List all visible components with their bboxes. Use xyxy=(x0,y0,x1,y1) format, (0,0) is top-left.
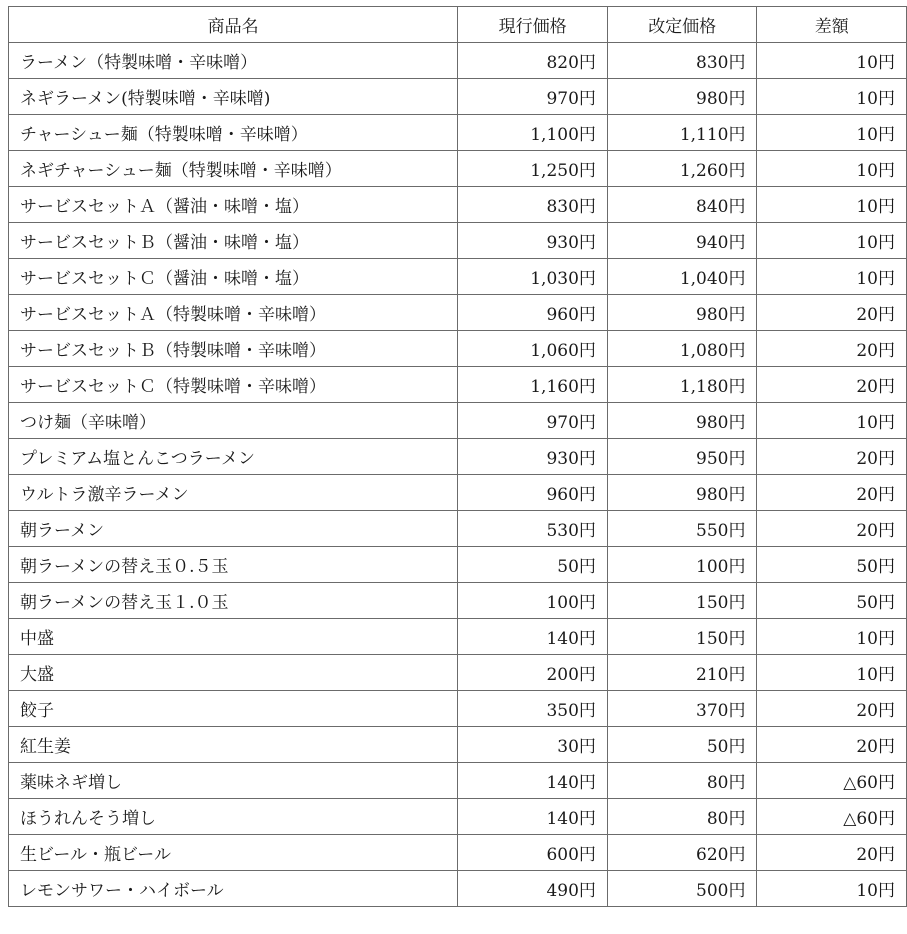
header-difference: 差額 xyxy=(757,7,907,43)
current-price-cell: 820円 xyxy=(458,43,608,79)
revised-price-cell: 50円 xyxy=(607,727,757,763)
revised-price-cell: 1,180円 xyxy=(607,367,757,403)
table-row xyxy=(9,619,907,655)
header-revised-price: 改定価格 xyxy=(607,7,757,43)
current-price-cell: 600円 xyxy=(458,835,608,871)
current-price-cell: 1,060円 xyxy=(458,331,608,367)
header-product-name: 商品名 xyxy=(9,7,458,43)
table-row xyxy=(9,439,907,475)
difference-cell: 50円 xyxy=(757,547,907,583)
revised-price-cell: 980円 xyxy=(607,79,757,115)
current-price-cell: 530円 xyxy=(458,511,608,547)
revised-price-cell: 150円 xyxy=(607,583,757,619)
product-name-cell: サービスセットＣ（特製味噌・辛味噌） xyxy=(9,367,458,403)
revised-price-cell: 80円 xyxy=(607,799,757,835)
difference-cell: 50円 xyxy=(757,583,907,619)
current-price-cell: 1,030円 xyxy=(458,259,608,295)
current-price-cell: 970円 xyxy=(458,79,608,115)
current-price-cell: 930円 xyxy=(458,223,608,259)
product-name-cell: ネギラーメン(特製味噌・辛味噌) xyxy=(9,79,458,115)
revised-price-cell: 940円 xyxy=(607,223,757,259)
revised-price-cell: 980円 xyxy=(607,403,757,439)
current-price-cell: 140円 xyxy=(458,763,608,799)
revised-price-cell: 840円 xyxy=(607,187,757,223)
table-row xyxy=(9,43,907,79)
current-price-cell: 1,160円 xyxy=(458,367,608,403)
revised-price-cell: 550円 xyxy=(607,511,757,547)
product-name-cell: ウルトラ激辛ラーメン xyxy=(9,475,458,511)
difference-cell: 10円 xyxy=(757,43,907,79)
difference-cell: 10円 xyxy=(757,871,907,907)
current-price-cell: 960円 xyxy=(458,295,608,331)
product-name-cell: 薬味ネギ増し xyxy=(9,763,458,799)
product-name-cell: サービスセットＡ（特製味噌・辛味噌） xyxy=(9,295,458,331)
current-price-cell: 970円 xyxy=(458,403,608,439)
current-price-cell: 200円 xyxy=(458,655,608,691)
current-price-cell: 140円 xyxy=(458,619,608,655)
revised-price-cell: 1,080円 xyxy=(607,331,757,367)
current-price-cell: 100円 xyxy=(458,583,608,619)
price-revision-table xyxy=(8,6,907,907)
product-name-cell: 生ビール・瓶ビール xyxy=(9,835,458,871)
revised-price-cell: 980円 xyxy=(607,475,757,511)
difference-cell: 10円 xyxy=(757,187,907,223)
difference-cell: △60円 xyxy=(757,799,907,835)
product-name-cell: レモンサワー・ハイボール xyxy=(9,871,458,907)
revised-price-cell: 980円 xyxy=(607,295,757,331)
difference-cell: 20円 xyxy=(757,367,907,403)
revised-price-cell: 1,110円 xyxy=(607,115,757,151)
revised-price-cell: 1,260円 xyxy=(607,151,757,187)
table-header xyxy=(9,7,907,43)
revised-price-cell: 830円 xyxy=(607,43,757,79)
current-price-cell: 490円 xyxy=(458,871,608,907)
table-row xyxy=(9,583,907,619)
difference-cell: 10円 xyxy=(757,655,907,691)
current-price-cell: 50円 xyxy=(458,547,608,583)
revised-price-cell: 370円 xyxy=(607,691,757,727)
product-name-cell: 餃子 xyxy=(9,691,458,727)
product-name-cell: ネギチャーシュー麺（特製味噌・辛味噌） xyxy=(9,151,458,187)
revised-price-cell: 100円 xyxy=(607,547,757,583)
table-row xyxy=(9,511,907,547)
difference-cell: 20円 xyxy=(757,691,907,727)
product-name-cell: サービスセットＡ（醤油・味噌・塩） xyxy=(9,187,458,223)
table-row xyxy=(9,727,907,763)
revised-price-cell: 950円 xyxy=(607,439,757,475)
difference-cell: 20円 xyxy=(757,439,907,475)
table-row xyxy=(9,835,907,871)
product-name-cell: ラーメン（特製味噌・辛味噌） xyxy=(9,43,458,79)
current-price-cell: 1,100円 xyxy=(458,115,608,151)
current-price-cell: 350円 xyxy=(458,691,608,727)
product-name-cell: 大盛 xyxy=(9,655,458,691)
difference-cell: △60円 xyxy=(757,763,907,799)
product-name-cell: サービスセットＣ（醤油・味噌・塩） xyxy=(9,259,458,295)
product-name-cell: つけ麺（辛味噌） xyxy=(9,403,458,439)
product-name-cell: チャーシュー麺（特製味噌・辛味噌） xyxy=(9,115,458,151)
table-row xyxy=(9,367,907,403)
revised-price-cell: 620円 xyxy=(607,835,757,871)
current-price-cell: 960円 xyxy=(458,475,608,511)
current-price-cell: 1,250円 xyxy=(458,151,608,187)
current-price-cell: 830円 xyxy=(458,187,608,223)
table-row xyxy=(9,295,907,331)
difference-cell: 20円 xyxy=(757,331,907,367)
difference-cell: 10円 xyxy=(757,403,907,439)
table-row xyxy=(9,151,907,187)
header-current-price: 現行価格 xyxy=(458,7,608,43)
table-row xyxy=(9,691,907,727)
difference-cell: 20円 xyxy=(757,511,907,547)
product-name-cell: サービスセットＢ（特製味噌・辛味噌） xyxy=(9,331,458,367)
revised-price-cell: 150円 xyxy=(607,619,757,655)
table-body xyxy=(9,43,907,907)
difference-cell: 20円 xyxy=(757,295,907,331)
product-name-cell: 中盛 xyxy=(9,619,458,655)
table-row xyxy=(9,799,907,835)
current-price-cell: 140円 xyxy=(458,799,608,835)
product-name-cell: ほうれんそう増し xyxy=(9,799,458,835)
table-row xyxy=(9,403,907,439)
table-row xyxy=(9,115,907,151)
difference-cell: 10円 xyxy=(757,619,907,655)
difference-cell: 10円 xyxy=(757,223,907,259)
table-row xyxy=(9,655,907,691)
product-name-cell: 朝ラーメンの替え玉０.５玉 xyxy=(9,547,458,583)
difference-cell: 20円 xyxy=(757,475,907,511)
table-row xyxy=(9,763,907,799)
difference-cell: 10円 xyxy=(757,115,907,151)
difference-cell: 20円 xyxy=(757,835,907,871)
product-name-cell: 朝ラーメン xyxy=(9,511,458,547)
table-row xyxy=(9,331,907,367)
difference-cell: 10円 xyxy=(757,259,907,295)
table-row xyxy=(9,259,907,295)
table-row xyxy=(9,475,907,511)
header-row xyxy=(9,7,907,43)
product-name-cell: プレミアム塩とんこつラーメン xyxy=(9,439,458,475)
revised-price-cell: 1,040円 xyxy=(607,259,757,295)
table-row xyxy=(9,79,907,115)
current-price-cell: 930円 xyxy=(458,439,608,475)
difference-cell: 20円 xyxy=(757,727,907,763)
revised-price-cell: 500円 xyxy=(607,871,757,907)
product-name-cell: 朝ラーメンの替え玉１.０玉 xyxy=(9,583,458,619)
product-name-cell: サービスセットＢ（醤油・味噌・塩） xyxy=(9,223,458,259)
difference-cell: 10円 xyxy=(757,79,907,115)
table-row xyxy=(9,223,907,259)
revised-price-cell: 210円 xyxy=(607,655,757,691)
table-row xyxy=(9,547,907,583)
table-row xyxy=(9,871,907,907)
product-name-cell: 紅生姜 xyxy=(9,727,458,763)
difference-cell: 10円 xyxy=(757,151,907,187)
table-row xyxy=(9,187,907,223)
current-price-cell: 30円 xyxy=(458,727,608,763)
revised-price-cell: 80円 xyxy=(607,763,757,799)
